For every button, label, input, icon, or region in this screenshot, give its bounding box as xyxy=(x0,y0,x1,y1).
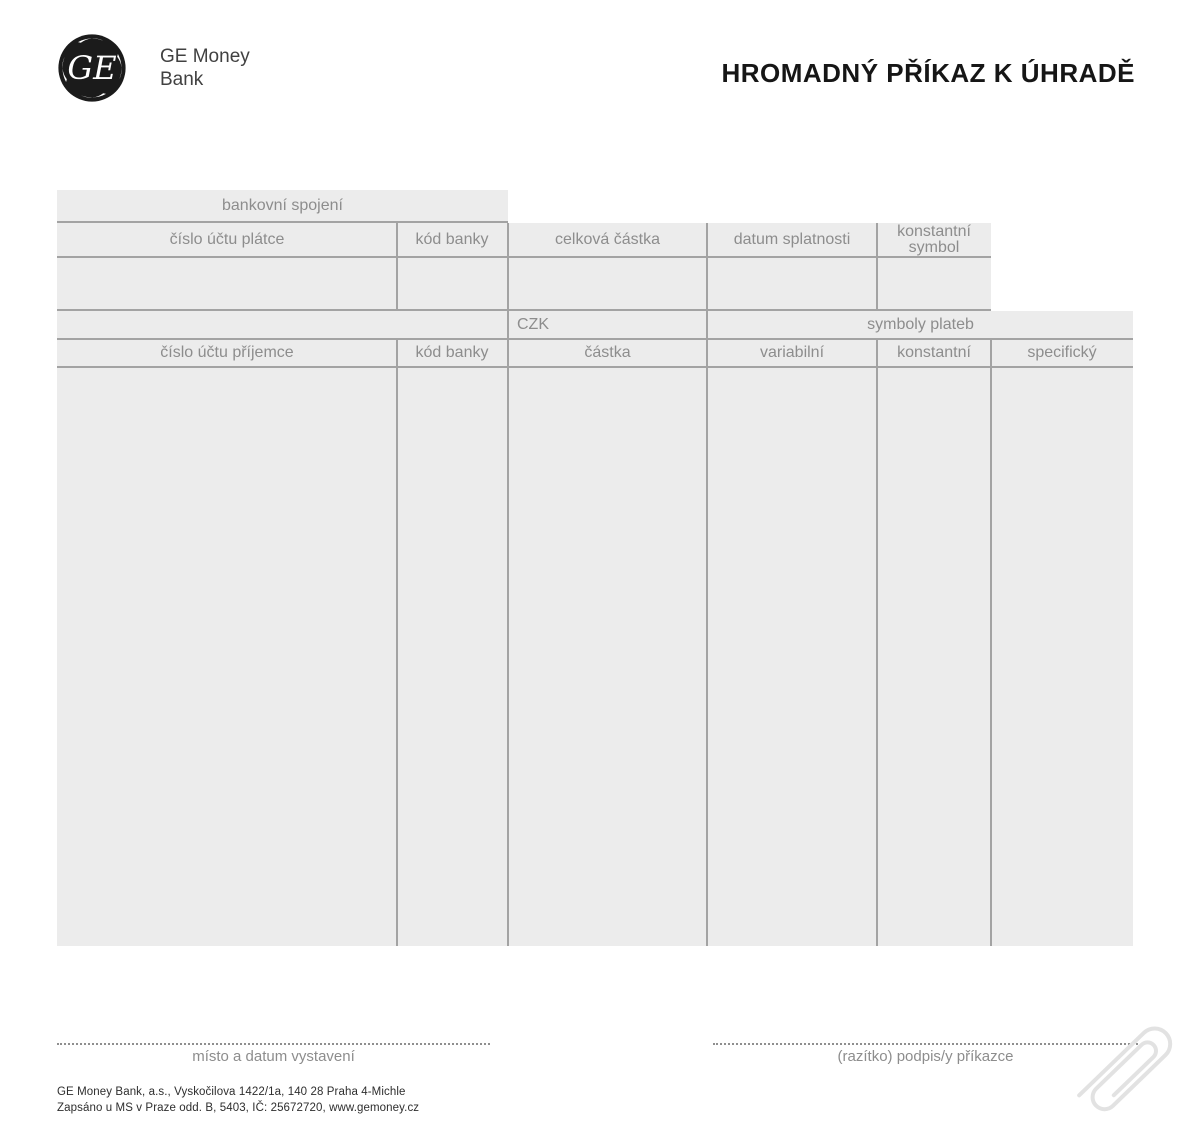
paperclip-icon xyxy=(1052,1000,1190,1132)
bank-code-entry-column[interactable] xyxy=(398,368,507,946)
due-date-header: datum splatnosti xyxy=(733,231,851,248)
currency-label: CZK xyxy=(517,316,549,333)
recipient-account-header: číslo účtu příjemce xyxy=(160,344,294,361)
due-date-input[interactable] xyxy=(708,258,876,309)
amount-entry-column[interactable] xyxy=(509,368,706,946)
recipient-account-entry-column[interactable] xyxy=(57,368,396,946)
specific-symbol-header: specifický xyxy=(1027,344,1097,361)
brand-name-line2: Bank xyxy=(160,69,204,90)
brand-name-line1: GE Money xyxy=(160,46,250,67)
specific-symbol-entry-column[interactable] xyxy=(991,368,1133,946)
stamp-signature-label: (razítko) podpis/y příkazce xyxy=(837,1048,1014,1065)
payment-symbols-header: symboly plateb xyxy=(867,316,974,333)
footer-line2: Zapsáno u MS v Praze odd. B, 5403, IČ: 25672720, www.gemoney.cz xyxy=(57,1102,420,1114)
footer-line1: GE Money Bank, a.s., Vyskočilova 1422/1a, 140 28 Praha 4-Michle xyxy=(57,1086,406,1098)
total-amount-header: celková částka xyxy=(555,231,660,248)
page-title: HROMADNÝ PŘÍKAZ K ÚHRADĚ xyxy=(721,58,1135,88)
payer-bank-code-header: kód banky xyxy=(415,231,489,248)
items-bank-code-header: kód banky xyxy=(415,344,489,361)
bank-connection-header: bankovní spojení xyxy=(222,197,343,214)
variable-symbol-entry-column[interactable] xyxy=(708,368,876,946)
variable-symbol-header: variabilní xyxy=(759,344,825,361)
constant-symbol-entry-column[interactable] xyxy=(878,368,990,946)
place-date-label: místo a datum vystavení xyxy=(192,1048,355,1065)
payer-account-input[interactable] xyxy=(57,258,396,309)
constant-symbol-header: konstantní symbol xyxy=(897,223,971,256)
brand-name xyxy=(160,45,250,91)
place-date-signature-block xyxy=(57,1043,490,1065)
ge-logo-icon xyxy=(57,33,127,103)
grid-line xyxy=(507,311,509,338)
payer-bank-code-input[interactable] xyxy=(398,258,507,309)
ge-monogram-text: GE xyxy=(67,49,117,88)
amount-header: částka xyxy=(584,344,631,361)
constant-symbol-input[interactable] xyxy=(878,258,991,309)
constant-symbol-column-header: konstantní xyxy=(897,344,971,361)
total-amount-input[interactable] xyxy=(509,258,706,309)
payer-account-header: číslo účtu plátce xyxy=(169,231,285,248)
footer-legal-text xyxy=(57,1084,419,1116)
place-date-signature-line[interactable] xyxy=(57,1043,490,1045)
